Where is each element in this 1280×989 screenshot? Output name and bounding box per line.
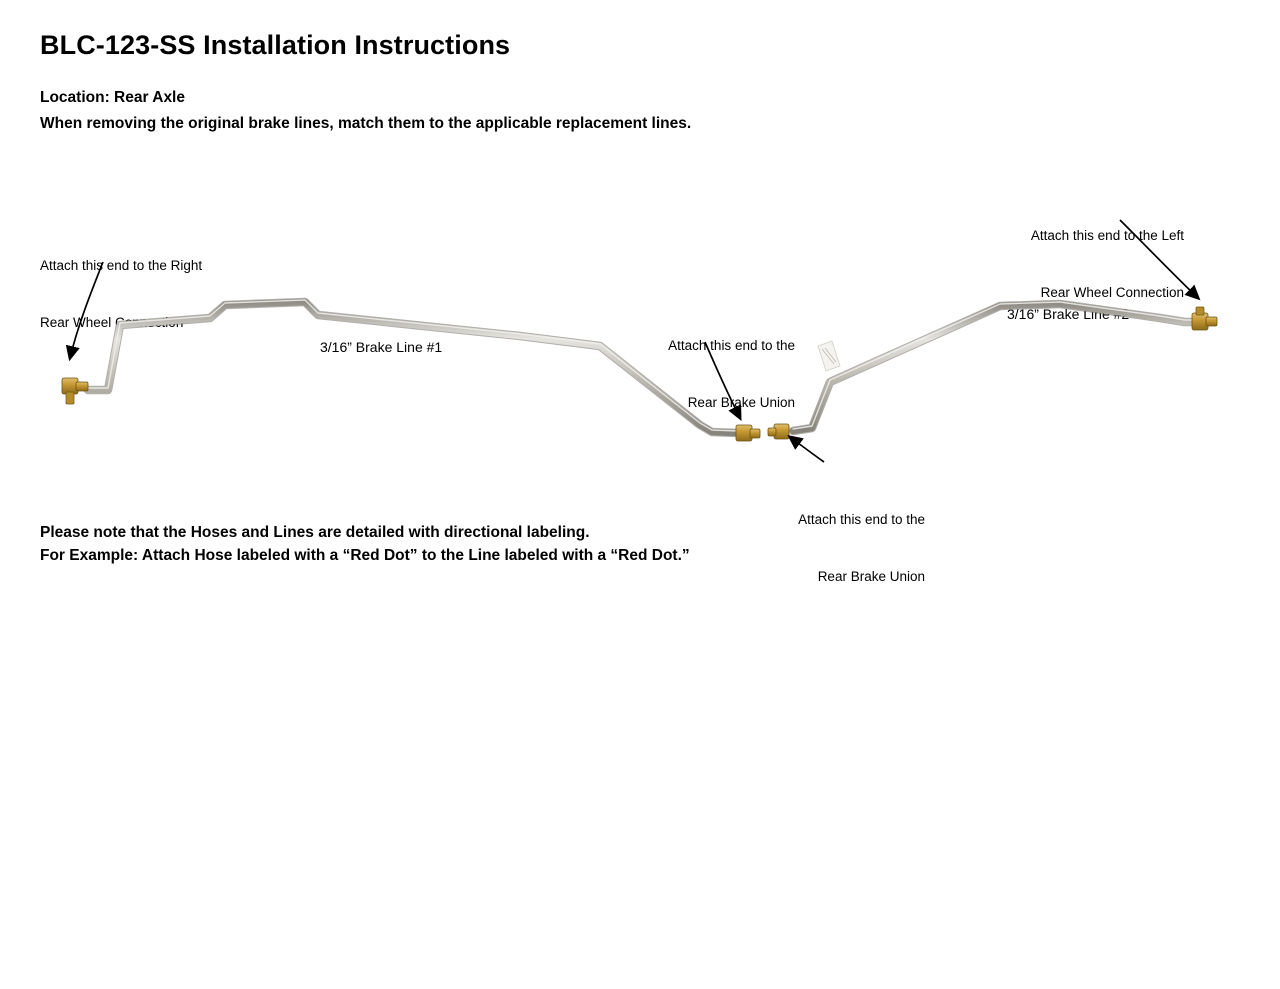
callout-rear-brake-union-lower-line2: Rear Brake Union [817, 569, 925, 584]
brake-line-2-tube [793, 302, 1196, 431]
callout-right-rear-wheel-line1: Attach this end to the Right [40, 258, 203, 273]
arrow-rear-brake-union-lower [790, 437, 824, 462]
fitting-right-rear-wheel [62, 378, 88, 404]
note-line-1: Please note that the Hoses and Lines are detailed with directional labeling. [40, 524, 590, 541]
fitting-rear-brake-union-upper [736, 425, 760, 441]
callout-rear-brake-union-lower-line1: Attach this end to the [798, 512, 925, 527]
arrow-right-rear-wheel [70, 262, 103, 358]
arrow-left-rear-wheel [1120, 220, 1198, 298]
label-brake-line-2: 3/16” Brake Line #2 [1007, 306, 1130, 322]
note-line-2: For Example: Attach Hose labeled with a “Red Dot” to the Line labeled with a “Red Dot.” [40, 547, 690, 564]
brake-line-diagram [0, 150, 1280, 520]
fitting-left-rear-wheel [1192, 307, 1217, 330]
location-line: Location: Rear Axle [40, 89, 185, 106]
label-brake-line-1: 3/16” Brake Line #1 [320, 339, 443, 355]
directional-tag [818, 341, 840, 371]
page-title: BLC-123-SS Installation Instructions [40, 30, 511, 60]
callout-rear-brake-union-upper-line1: Attach this end to the [668, 338, 795, 353]
arrow-rear-brake-union-upper [705, 342, 740, 418]
fitting-rear-brake-union-lower [768, 424, 789, 439]
callout-left-rear-wheel-line1: Attach this end to the Left [1030, 228, 1184, 243]
instruction-line: When removing the original brake lines, match them to the applicable replacement lines. [40, 115, 692, 132]
callout-left-rear-wheel-line2: Rear Wheel Connection [1040, 285, 1184, 300]
callout-rear-brake-union-upper-line2: Rear Brake Union [687, 395, 795, 410]
brake-line-1-tube [88, 300, 738, 433]
callout-right-rear-wheel-line2: Rear Wheel Connection [40, 315, 184, 330]
